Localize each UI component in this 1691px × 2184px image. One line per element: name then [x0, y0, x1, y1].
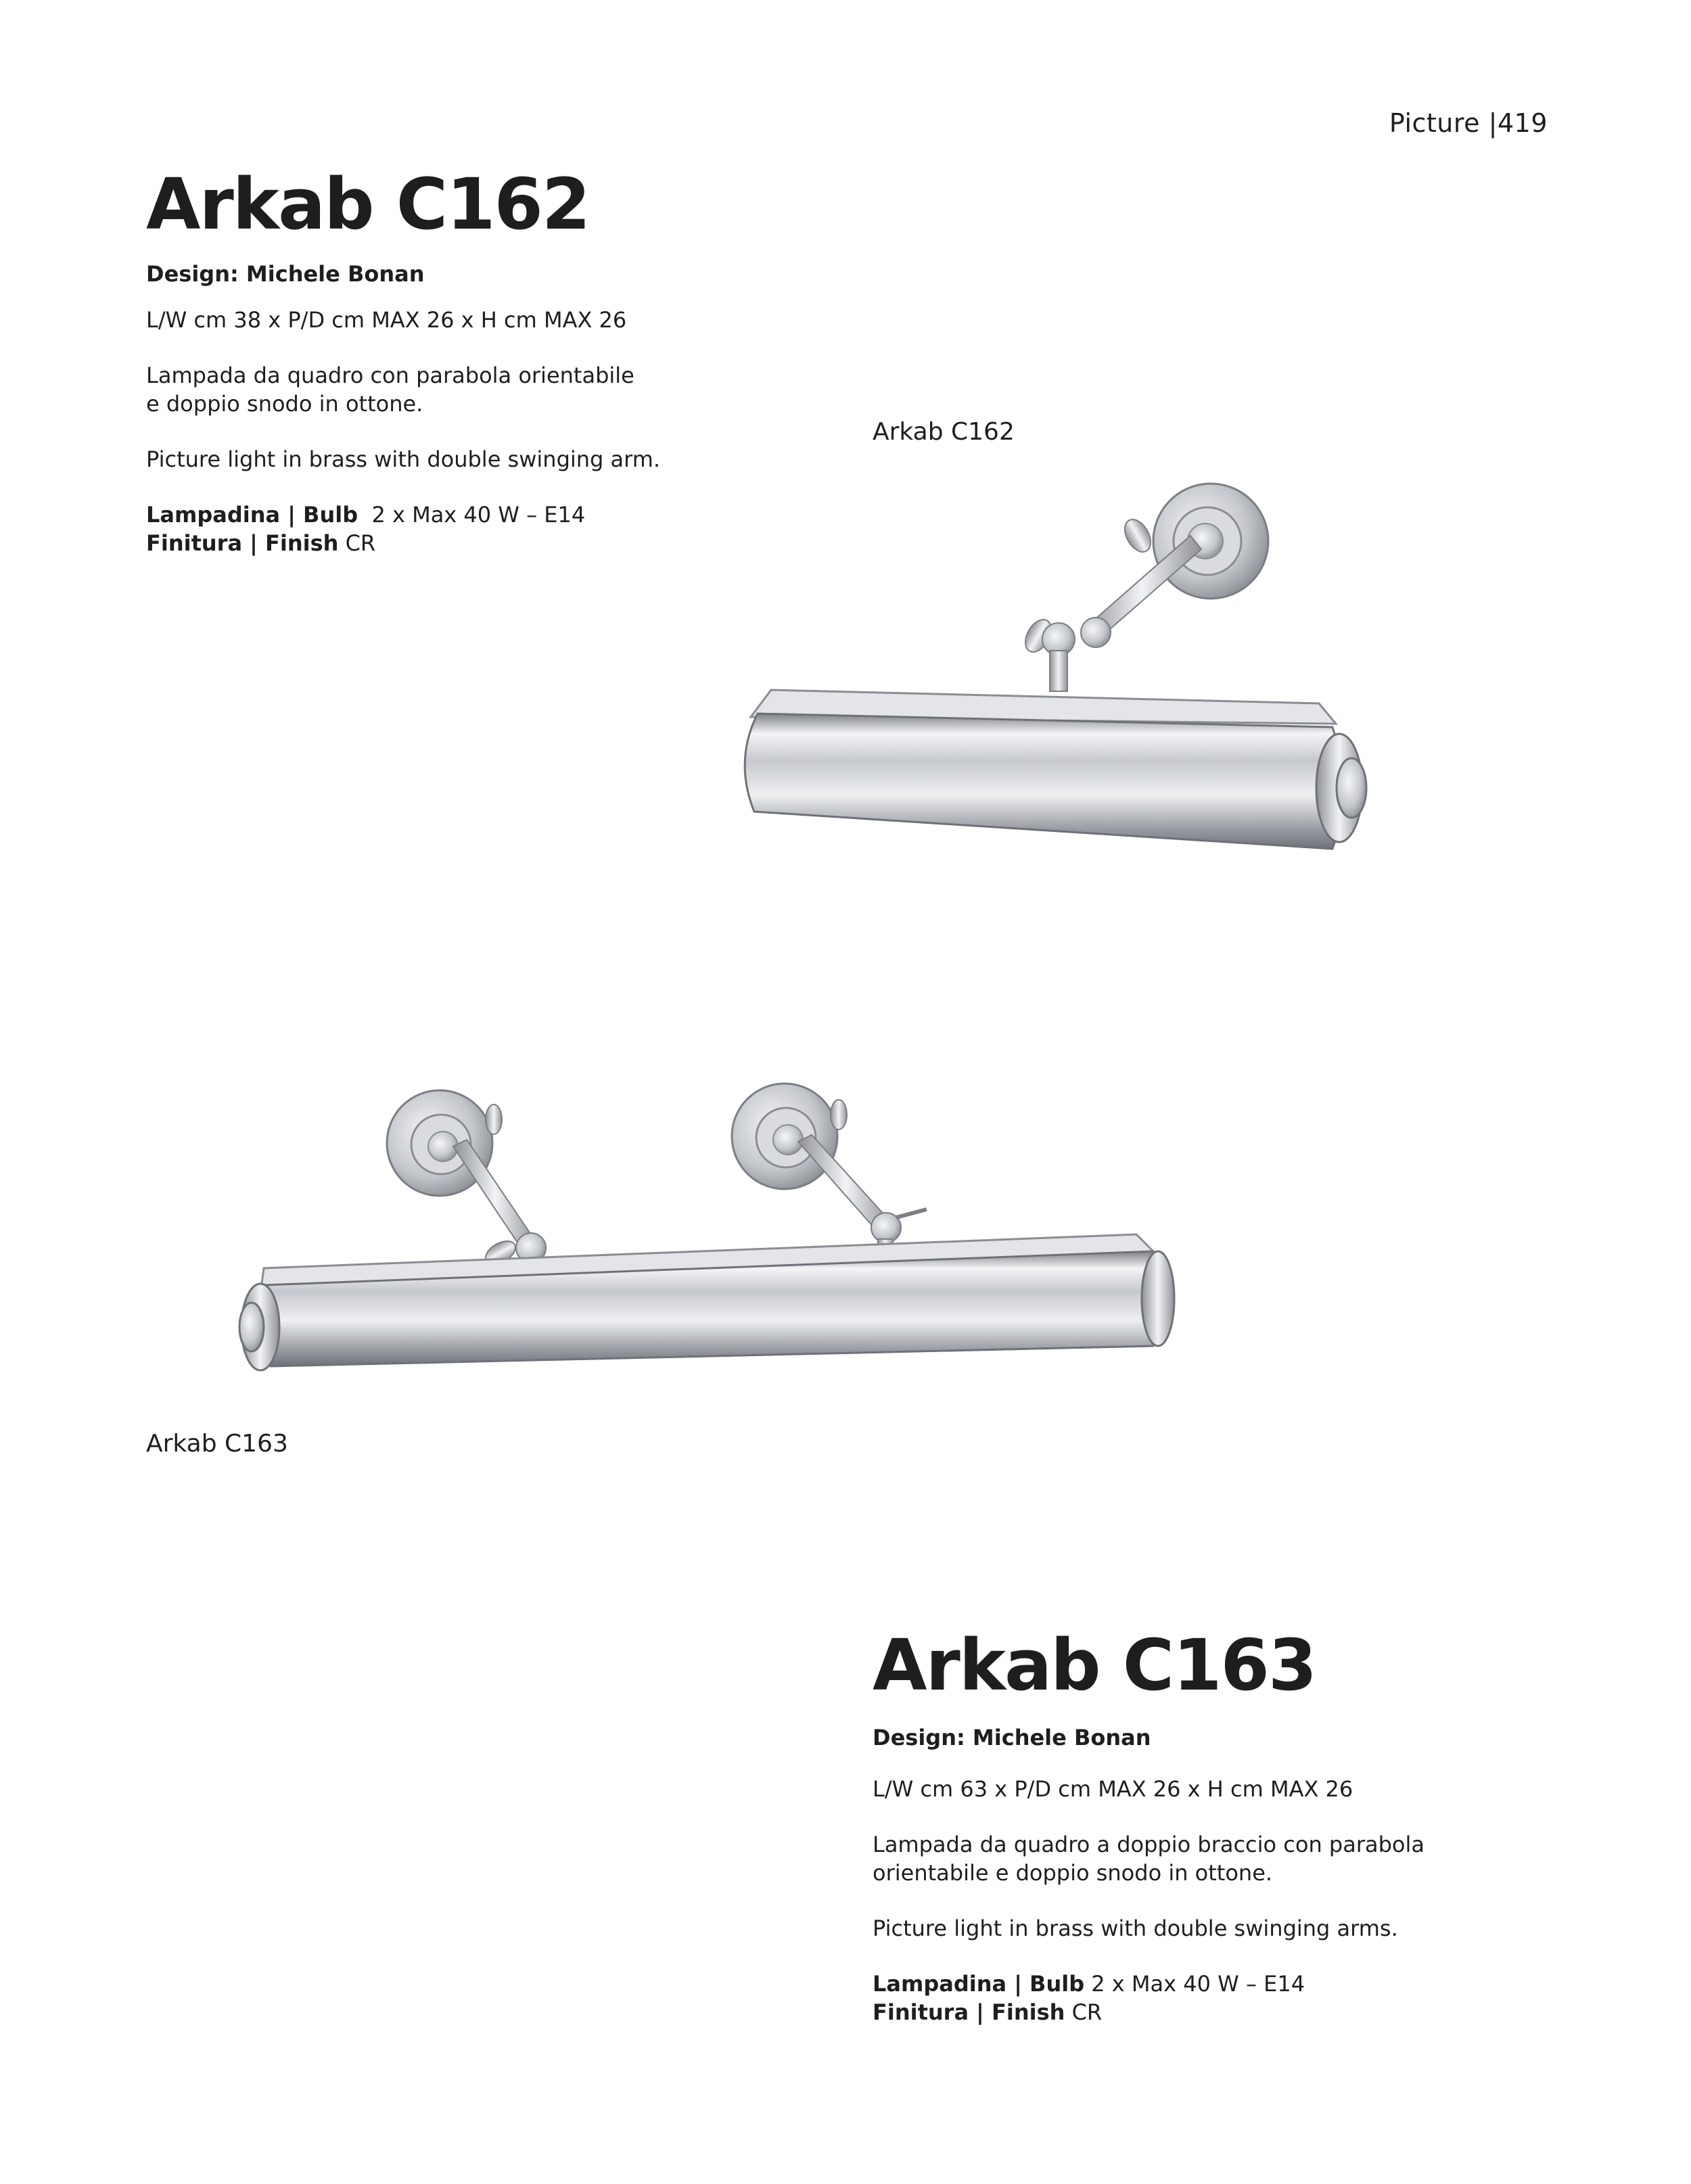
product-c163-info	[873, 1624, 1549, 2026]
page-header	[1389, 108, 1548, 138]
lamp-c162-image	[724, 473, 1387, 852]
product-dimensions: L/W cm 63 x P/D cm MAX 26 x H cm MAX 26	[873, 1776, 1353, 1802]
bulb-value: 2 x Max 40 W – E14	[371, 502, 586, 528]
product-title: Arkab C163	[873, 1624, 1316, 1706]
product-dimensions: L/W cm 38 x P/D cm MAX 26 x H cm MAX 26	[146, 307, 627, 333]
finish-spec	[873, 1998, 1549, 2026]
product-description-it	[146, 361, 755, 418]
product-description-en: Picture light in brass with double swinging arms.	[873, 1915, 1398, 1941]
description-it-line: Lampada da quadro a doppio braccio con parabola	[873, 1832, 1424, 1857]
product-description-en: Picture light in brass with double swinging arm.	[146, 446, 661, 472]
lamp-tube	[745, 714, 1343, 849]
product-designer: Design: Michele Bonan	[146, 261, 425, 287]
finish-spec	[146, 529, 755, 557]
product-c162-info	[146, 163, 755, 557]
page-number: 419	[1497, 108, 1548, 138]
finish-value: CR	[1071, 1999, 1103, 2025]
description-it-line: e doppio snodo in ottone.	[146, 391, 423, 417]
finish-value: CR	[345, 530, 376, 556]
description-it-line: Lampada da quadro con parabola orientabile	[146, 363, 634, 388]
bulb-spec	[873, 1970, 1549, 1998]
product-title: Arkab C162	[146, 163, 590, 246]
bulb-label: Lampadina | Bulb	[873, 1971, 1085, 1997]
product-specs	[873, 1970, 1549, 2026]
description-it-line: orientabile e doppio snodo in ottone.	[873, 1860, 1273, 1886]
product-specs	[146, 501, 755, 557]
lamp-c163-image	[230, 1082, 1218, 1380]
finish-label: Finitura | Finish	[146, 530, 339, 556]
bulb-spec	[146, 501, 755, 529]
bulb-label: Lampadina | Bulb	[146, 502, 358, 528]
product-designer: Design: Michele Bonan	[873, 1725, 1151, 1750]
section-name: Picture	[1389, 108, 1481, 138]
product-description-it	[873, 1830, 1549, 1887]
image-caption-c162: Arkab C162	[873, 418, 1015, 446]
image-caption-c163: Arkab C163	[146, 1430, 288, 1458]
finish-label: Finitura | Finish	[873, 1999, 1065, 2025]
bulb-value: 2 x Max 40 W – E14	[1091, 1971, 1305, 1997]
header-separator: |	[1488, 108, 1498, 138]
